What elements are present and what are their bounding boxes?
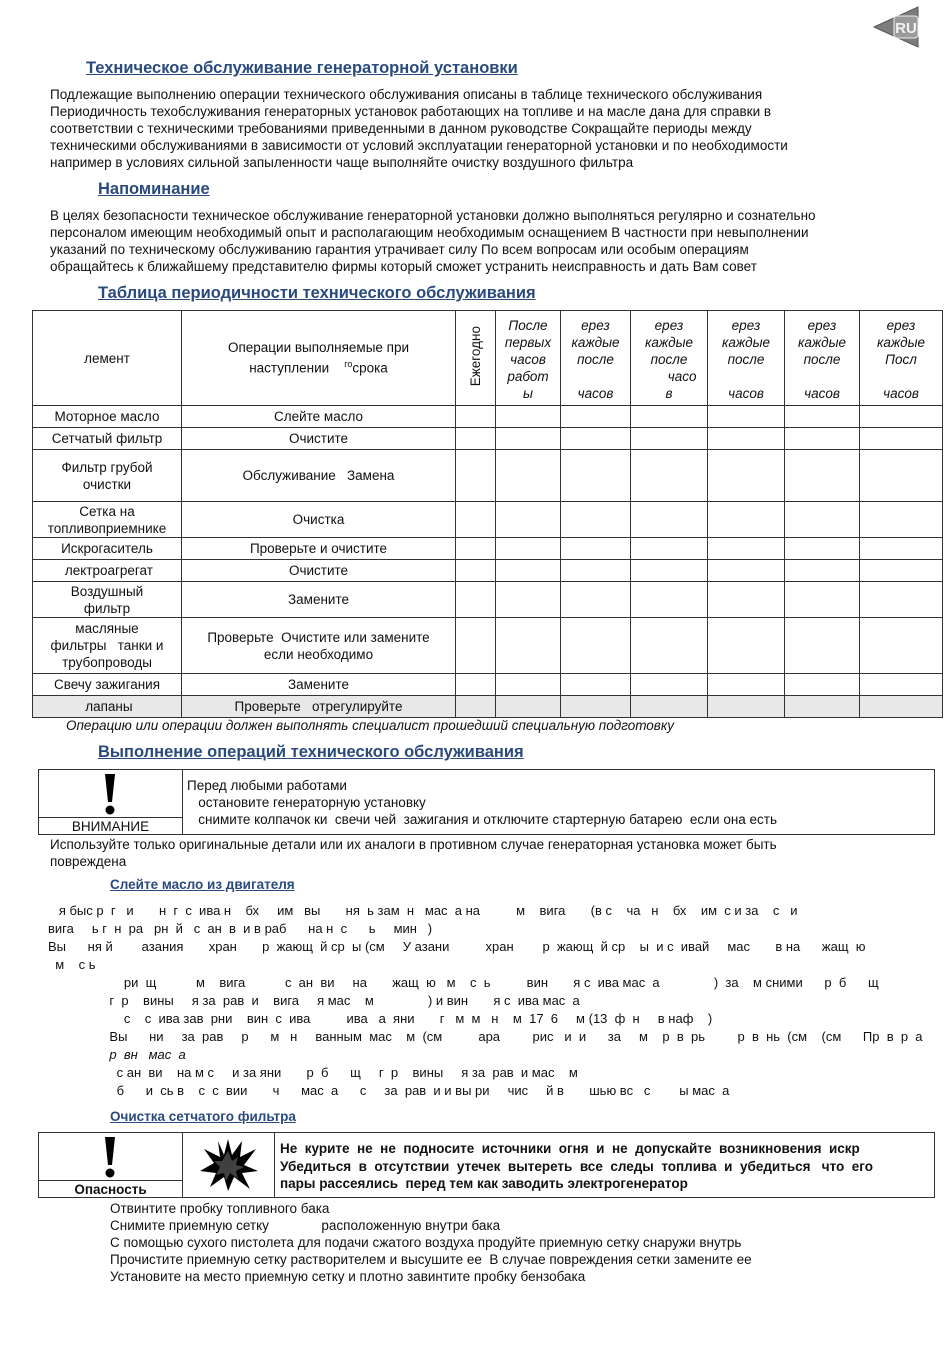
- table-row: [33, 538, 943, 560]
- interval-text: каждые: [797, 335, 847, 350]
- step-line: Снимите приемную сетку расположенную внутри бака: [110, 1218, 501, 1233]
- row-operation: [182, 674, 456, 696]
- table-header-row: [33, 311, 943, 406]
- danger-line: Не курите не не подносите источники огня и не допускайте возникновения искр: [280, 1141, 860, 1156]
- row-element-text: топливоприемнике: [47, 520, 167, 536]
- header-operations-line2: [184, 356, 453, 377]
- drain-line: Вы ни за рав р м н ванным мас м (см ара рис и и за м р в рь р в нь (см (см Пр в р а: [48, 1029, 923, 1044]
- row-element-text: лектроагрегат: [61, 563, 153, 578]
- interval-text: После: [508, 318, 548, 333]
- schedule-cell: [456, 538, 496, 560]
- interval-text: ерез: [807, 318, 837, 333]
- row-element: [33, 428, 182, 450]
- schedule-cell: [785, 618, 860, 674]
- warning-line: остановите генераторную установку: [187, 795, 426, 810]
- interval-text: ерез: [886, 318, 916, 333]
- interval-text: первых: [504, 335, 552, 350]
- intro-line: например в условиях сильной запыленности чаще выполняйте очистку воздушного фильтра: [50, 155, 634, 170]
- schedule-cell: [561, 560, 631, 582]
- header-ops-end: срока: [352, 360, 388, 376]
- table-row: [33, 696, 943, 718]
- header-daily-text: Ежегодно: [468, 325, 483, 387]
- row-element-text: фильтр: [83, 600, 131, 616]
- row-operation: [182, 582, 456, 618]
- schedule-cell: [561, 538, 631, 560]
- header-interval: [708, 311, 785, 406]
- schedule-cell: [631, 674, 708, 696]
- schedule-cell: [561, 696, 631, 718]
- schedule-cell: [631, 428, 708, 450]
- row-element-text: Сетчатый фильтр: [51, 431, 163, 446]
- row-element-text: Сетка на: [79, 503, 135, 519]
- danger-text: [280, 1140, 930, 1193]
- interval-text: работ: [507, 369, 549, 384]
- schedule-cell: [860, 582, 943, 618]
- screen-filter-title: Очистка сетчатого фильтра: [110, 1109, 296, 1124]
- row-operation-text: Проверьте отрегулируйте: [234, 699, 403, 714]
- header-interval: [860, 311, 943, 406]
- row-operation-text: Очистите: [288, 431, 349, 446]
- header-ops-sup: го: [344, 359, 353, 370]
- schedule-cell: [496, 560, 561, 582]
- warning-text: [187, 777, 777, 828]
- schedule-cell: [785, 450, 860, 502]
- interval-text: ерез: [731, 318, 761, 333]
- interval-text: часов: [510, 352, 546, 367]
- header-interval: [631, 311, 708, 406]
- row-operation: [182, 538, 456, 560]
- row-element: [33, 450, 182, 502]
- intro-line: Периодичность техобслуживания генераторных установок работающих на топливе и на масле дана для справки в: [50, 104, 772, 119]
- explosion-icon-cell: [182, 1133, 275, 1197]
- original-parts-note: [50, 836, 777, 870]
- schedule-cell: [708, 582, 785, 618]
- schedule-cell: [785, 538, 860, 560]
- schedule-cell: [708, 450, 785, 502]
- reminder-line: персоналом имеющим необходимый опыт и располагающим необходимым оснащением В частности при невыполнении: [50, 225, 809, 240]
- page-title: Техническое обслуживание генераторной установки: [86, 59, 518, 77]
- interval-text: [710, 368, 782, 385]
- row-element-text: Фильтр грубой: [61, 459, 153, 475]
- interval-text: часов: [883, 386, 919, 401]
- header-ops-word: наступлении: [249, 360, 330, 376]
- schedule-cell: [708, 696, 785, 718]
- table-note: Операцию или операции должен выполнять специалист прошедший специальную подготовку: [66, 718, 674, 733]
- schedule-cell: [496, 538, 561, 560]
- row-element: [33, 406, 182, 428]
- drain-line: г р вины я за рав и вига я мас м ) и вин я с ива мас а: [48, 993, 580, 1008]
- schedule-cell: [496, 450, 561, 502]
- table-row: [33, 582, 943, 618]
- schedule-cell: [631, 538, 708, 560]
- row-operation-text: Очистите: [288, 563, 349, 578]
- interval-text: часов: [728, 386, 764, 401]
- schedule-cell: [456, 428, 496, 450]
- warning-line: Перед любыми работами: [187, 778, 347, 793]
- interval-text: [563, 368, 628, 385]
- language-badge-text: RU: [895, 20, 917, 37]
- reminder-paragraph: [50, 207, 816, 275]
- warning-label: ВНИМАНИЕ: [39, 817, 182, 835]
- row-operation-text: Замените: [288, 592, 349, 607]
- danger-label: Опасность: [39, 1180, 182, 1198]
- danger-box: [38, 1132, 935, 1198]
- schedule-cell: [456, 582, 496, 618]
- row-element-text: фильтры танки и: [50, 638, 164, 653]
- interval-text: каждые: [571, 335, 620, 350]
- schedule-cell: [456, 560, 496, 582]
- interval-text: после: [727, 352, 765, 367]
- row-operation-text: Проверьте Очистите или замените: [207, 629, 430, 645]
- schedule-cell: [860, 428, 943, 450]
- reminder-line: В целях безопасности техническое обслуживание генераторной установки должно выполняться регулярно и сознательно: [50, 208, 816, 223]
- drain-line: с ан ви на м с и за яни р б щ г р вины я за рав и мас м: [48, 1065, 578, 1080]
- schedule-cell: [561, 618, 631, 674]
- exclamation-icon: [102, 772, 118, 816]
- schedule-cell: [785, 560, 860, 582]
- schedule-cell: [631, 406, 708, 428]
- interval-text: после: [650, 352, 688, 367]
- schedule-cell: [860, 618, 943, 674]
- schedule-cell: [860, 696, 943, 718]
- schedule-cell: [785, 582, 860, 618]
- danger-icon-cell: [39, 1133, 183, 1197]
- row-operation: [182, 502, 456, 538]
- row-element: [33, 618, 182, 674]
- header-interval: [496, 311, 561, 406]
- step-line: Прочистите приемную сетку растворителем и высушите ее В случае повреждения сетки замените ее: [110, 1252, 752, 1267]
- drain-line: м с ь: [48, 957, 96, 972]
- original-parts-line: повреждена: [50, 854, 127, 869]
- danger-line: пары рассеялись перед тем как заводить электрогенератор: [280, 1176, 688, 1191]
- schedule-cell: [456, 674, 496, 696]
- drain-line: я быс р г и н г с ива н бх им вы ня ь зам н мас а на м вига (в с ча н бх им с и за с и: [48, 903, 798, 918]
- row-element-text: Искрогаситель: [61, 541, 153, 556]
- interval-text: после: [803, 352, 841, 367]
- schedule-cell: [496, 428, 561, 450]
- interval-text: ерез: [654, 318, 684, 333]
- header-operations: [182, 311, 456, 406]
- operations-title: Выполнение операций технического обслуживания: [98, 743, 524, 761]
- drain-line: р вн мас а: [48, 1047, 186, 1062]
- row-operation-text: Проверьте и очистите: [249, 541, 388, 556]
- intro-paragraph: [50, 86, 788, 171]
- warning-line: снимите колпачок ки свечи чей зажигания и отключите стартерную батарею если она есть: [187, 812, 778, 827]
- drain-line: вига ь г н ра рн й с ан в и в раб на н с ь мин ): [48, 921, 433, 936]
- drain-oil-instructions: [48, 902, 923, 1100]
- interval-text: [787, 368, 857, 385]
- interval-text: каждые: [721, 335, 771, 350]
- row-element-text: масляные: [75, 621, 139, 636]
- schedule-cell: [496, 406, 561, 428]
- schedule-cell: [561, 406, 631, 428]
- table-row: [33, 428, 943, 450]
- interval-text: [862, 368, 940, 385]
- schedule-cell: [456, 696, 496, 718]
- row-element-text: Воздушный: [70, 583, 144, 599]
- schedule-cell: [631, 450, 708, 502]
- screen-filter-steps: [110, 1200, 752, 1285]
- schedule-cell: [456, 502, 496, 538]
- interval-text: каждые: [644, 335, 694, 350]
- table-row: [33, 560, 943, 582]
- schedule-cell: [631, 696, 708, 718]
- row-operation: [182, 406, 456, 428]
- schedule-cell: [708, 618, 785, 674]
- table-row: [33, 674, 943, 696]
- drain-line: б и сь в с с вии ч мас а с за рав и и вы ри чис й в шью вс с ы мас а: [48, 1083, 730, 1098]
- schedule-cell: [496, 582, 561, 618]
- header-element: лемент: [33, 311, 182, 406]
- row-operation: [182, 428, 456, 450]
- drain-line: с с ива зав рни вин с ива ива а яни г м м н м 17 6 м (13 ф н в наф ): [48, 1011, 713, 1026]
- language-badge-icon: [872, 4, 924, 50]
- header-interval: [785, 311, 860, 406]
- interval-text: часов: [804, 386, 840, 401]
- reminder-line: обращайтесь к ближайшему представителю фирмы который сможет устранить неисправность и дать Вам совет: [50, 259, 757, 274]
- row-operation: [182, 450, 456, 502]
- schedule-cell: [860, 674, 943, 696]
- schedule-cell: [708, 674, 785, 696]
- schedule-cell: [708, 406, 785, 428]
- row-element-text: очистки: [82, 476, 132, 492]
- maintenance-table: [32, 310, 943, 718]
- header-operations-line: Операции выполняемые при: [227, 340, 410, 356]
- schedule-cell: [785, 406, 860, 428]
- schedule-cell: [785, 674, 860, 696]
- row-element: [33, 696, 182, 718]
- drain-line: ри щ м вига с ан ви на жащ ю м с ь вин я с ива мас а ) за м сними р б щ: [48, 975, 879, 990]
- interval-text: часов: [577, 386, 614, 401]
- row-element: [33, 560, 182, 582]
- schedule-cell: [708, 560, 785, 582]
- step-line: Отвинтите пробку топливного бака: [110, 1201, 330, 1216]
- table-body: [33, 406, 943, 718]
- schedule-cell: [631, 502, 708, 538]
- row-element-text: Свечу зажигания: [53, 677, 161, 692]
- schedule-cell: [631, 582, 708, 618]
- interval-text: ерез: [581, 318, 610, 333]
- schedule-cell: [561, 582, 631, 618]
- schedule-cell: [496, 618, 561, 674]
- exclamation-icon: [102, 1135, 118, 1179]
- row-operation-text: если необходимо: [263, 646, 374, 662]
- schedule-cell: [496, 696, 561, 718]
- row-element: [33, 502, 182, 538]
- schedule-cell: [860, 538, 943, 560]
- step-line: С помощью сухого пистолета для подачи сжатого воздуха продуйте приемную сетку снаружи внутрь: [110, 1235, 742, 1250]
- interval-text: ы: [523, 386, 533, 401]
- schedule-cell: [561, 502, 631, 538]
- row-operation-text: Обслуживание Замена: [242, 468, 395, 483]
- header-interval: [561, 311, 631, 406]
- schedule-cell: [785, 428, 860, 450]
- row-element: [33, 538, 182, 560]
- table-row: [33, 450, 943, 502]
- interval-text: Посл: [885, 352, 917, 367]
- interval-text: после: [577, 352, 614, 367]
- warning-icon-cell: [39, 770, 183, 834]
- reminder-title: Напоминание: [98, 180, 210, 198]
- drain-line: Вы ня й азания хран р жающ й ср ы (см У азани хран р жающ й ср ы и с ивай мас в на жащ ю: [48, 939, 866, 954]
- intro-line: техническими обслуживаниями в зависимости от условий эксплуатации генераторной установки и по необходимости: [50, 138, 788, 153]
- schedule-cell: [860, 502, 943, 538]
- schedule-cell: [456, 406, 496, 428]
- table-title: Таблица периодичности технического обслуживания: [98, 284, 536, 302]
- schedule-cell: [708, 428, 785, 450]
- interval-text: часо: [641, 369, 697, 384]
- schedule-cell: [785, 696, 860, 718]
- schedule-cell: [631, 560, 708, 582]
- table-row: [33, 618, 943, 674]
- explosion-icon: [198, 1137, 260, 1193]
- row-operation-text: Слейте масло: [273, 409, 364, 424]
- row-element-text: лапаны: [81, 699, 133, 714]
- schedule-cell: [496, 502, 561, 538]
- original-parts-line: Используйте только оригинальные детали или их аналоги в противном случае генераторная установка может быть: [50, 837, 777, 852]
- schedule-cell: [860, 406, 943, 428]
- schedule-cell: [561, 428, 631, 450]
- schedule-cell: [456, 450, 496, 502]
- schedule-cell: [631, 618, 708, 674]
- intro-line: соответствии с техническими требованиями приведенными в данном руководстве Сокращайте периоды между: [50, 121, 752, 136]
- schedule-cell: [456, 618, 496, 674]
- table-row: [33, 406, 943, 428]
- schedule-cell: [561, 450, 631, 502]
- row-operation-text: Замените: [288, 677, 349, 692]
- schedule-cell: [496, 674, 561, 696]
- schedule-cell: [708, 502, 785, 538]
- danger-line: Убедиться в отсутствии утечек вытереть все следы топлива и убедиться что его: [280, 1158, 873, 1174]
- schedule-cell: [561, 674, 631, 696]
- row-element: [33, 582, 182, 618]
- row-operation-text: Очистка: [292, 512, 345, 527]
- warning-box: [38, 769, 935, 835]
- row-element-text: Моторное масло: [54, 409, 160, 424]
- table-row: [33, 502, 943, 538]
- interval-text: в: [665, 386, 673, 401]
- header-daily: [456, 311, 496, 406]
- intro-line: Подлежащие выполнению операции технического обслуживания описаны в таблице технического обслуживания: [50, 87, 763, 102]
- row-operation: [182, 560, 456, 582]
- schedule-cell: [785, 502, 860, 538]
- row-operation: [182, 618, 456, 674]
- step-line: Установите на место приемную сетку и плотно завинтите пробку бензобака: [110, 1269, 586, 1284]
- interval-text: каждые: [876, 335, 926, 350]
- drain-oil-title: Слейте масло из двигателя: [110, 877, 295, 892]
- schedule-cell: [860, 560, 943, 582]
- schedule-cell: [708, 538, 785, 560]
- row-operation: [182, 696, 456, 718]
- reminder-line: указаний по техническому обслуживанию гарантия утрачивает силу По всем вопросам или особым операциям: [50, 242, 749, 257]
- schedule-cell: [860, 450, 943, 502]
- row-element-text: трубопроводы: [62, 655, 152, 670]
- row-element: [33, 674, 182, 696]
